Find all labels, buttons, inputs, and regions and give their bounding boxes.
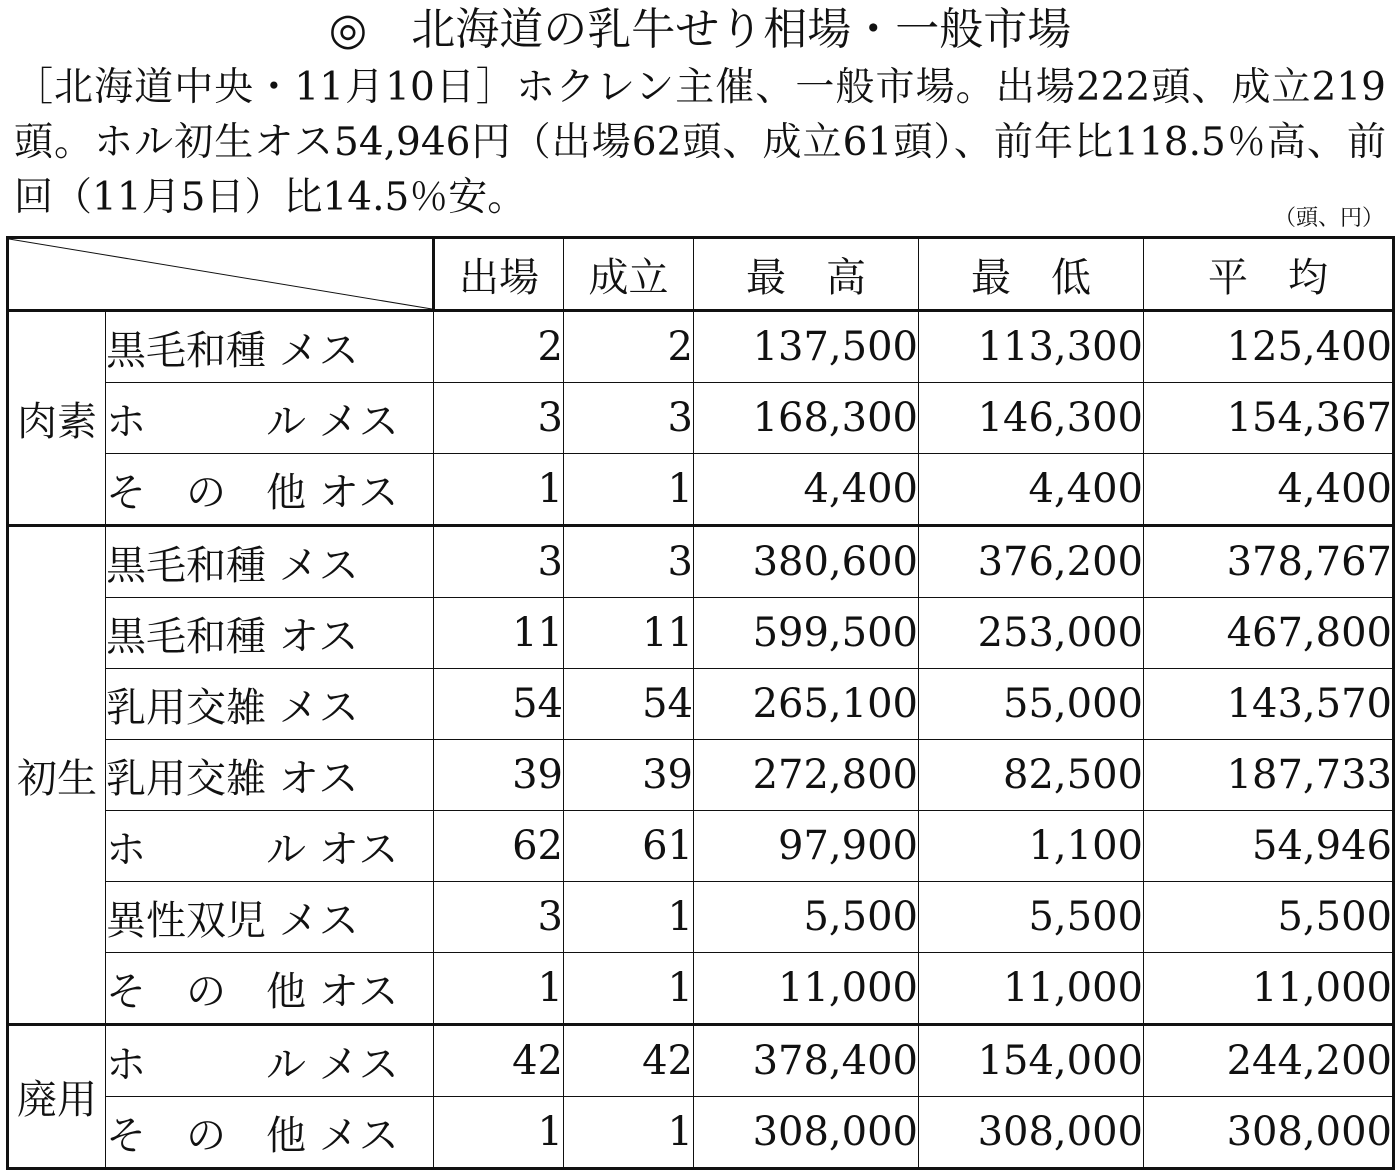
table-header-row [8, 238, 1394, 311]
cell-max: 265,100 [694, 669, 919, 740]
cell-avg: 11,000 [1144, 953, 1394, 1025]
cell-avg: 308,000 [1144, 1097, 1394, 1169]
cell-seiritsu: 61 [564, 811, 694, 882]
cell-shutsujo: 11 [434, 598, 564, 669]
cell-min: 154,000 [919, 1025, 1144, 1097]
cell-seiritsu: 1 [564, 1097, 694, 1169]
cell-shutsujo: 3 [434, 526, 564, 598]
cell-max: 599,500 [694, 598, 919, 669]
cell-avg: 378,767 [1144, 526, 1394, 598]
cell-shutsujo: 54 [434, 669, 564, 740]
cell-seiritsu: 11 [564, 598, 694, 669]
cell-min: 113,300 [919, 311, 1144, 383]
cell-avg: 467,800 [1144, 598, 1394, 669]
cell-avg: 244,200 [1144, 1025, 1394, 1097]
cell-seiritsu: 42 [564, 1025, 694, 1097]
group-label: 肉素 [8, 311, 106, 526]
cell-min: 146,300 [919, 383, 1144, 454]
cell-seiritsu: 2 [564, 311, 694, 383]
table-row [8, 598, 1394, 669]
table-row [8, 454, 1394, 526]
table-row [8, 526, 1394, 598]
cell-avg: 5,500 [1144, 882, 1394, 953]
cattle-kind: 乳用交雑 オス [106, 740, 434, 811]
cattle-kind: 異性双児 メス [106, 882, 434, 953]
cattle-kind: 黒毛和種 メス [106, 526, 434, 598]
table-row [8, 1097, 1394, 1169]
header-max: 最 高 [694, 238, 919, 311]
cell-avg: 143,570 [1144, 669, 1394, 740]
table-row [8, 383, 1394, 454]
unit-note: （頭、円） [1273, 206, 1384, 231]
header-avg: 平 均 [1144, 238, 1394, 311]
cell-min: 1,100 [919, 811, 1144, 882]
cell-min: 308,000 [919, 1097, 1144, 1169]
cell-min: 11,000 [919, 953, 1144, 1025]
table-body [8, 311, 1394, 1169]
cattle-kind: 黒毛和種 メス [106, 311, 434, 383]
cell-avg: 4,400 [1144, 454, 1394, 526]
cell-shutsujo: 3 [434, 383, 564, 454]
cell-min: 82,500 [919, 740, 1144, 811]
table-row [8, 811, 1394, 882]
cell-max: 168,300 [694, 383, 919, 454]
cell-seiritsu: 1 [564, 454, 694, 526]
cattle-kind: ホ ル オス [106, 811, 434, 882]
group-label: 廃用 [8, 1025, 106, 1169]
cell-seiritsu: 3 [564, 526, 694, 598]
cell-shutsujo: 1 [434, 953, 564, 1025]
table-row [8, 669, 1394, 740]
cattle-kind: 黒毛和種 オス [106, 598, 434, 669]
cattle-kind: ホ ル メス [106, 1025, 434, 1097]
cell-max: 272,800 [694, 740, 919, 811]
header-shutsujo: 出場 [434, 238, 564, 311]
cell-shutsujo: 62 [434, 811, 564, 882]
header-min: 最 低 [919, 238, 1144, 311]
cell-max: 137,500 [694, 311, 919, 383]
cell-seiritsu: 3 [564, 383, 694, 454]
cattle-kind: そ の 他 オス [106, 454, 434, 526]
cell-avg: 187,733 [1144, 740, 1394, 811]
cell-max: 380,600 [694, 526, 919, 598]
group-label: 初生 [8, 526, 106, 1025]
cell-shutsujo: 42 [434, 1025, 564, 1097]
cell-seiritsu: 54 [564, 669, 694, 740]
cell-avg: 125,400 [1144, 311, 1394, 383]
cell-seiritsu: 1 [564, 882, 694, 953]
cell-min: 376,200 [919, 526, 1144, 598]
cell-max: 97,900 [694, 811, 919, 882]
cell-shutsujo: 39 [434, 740, 564, 811]
table-row [8, 953, 1394, 1025]
cell-shutsujo: 1 [434, 454, 564, 526]
header-corner-cell [8, 238, 434, 311]
cell-avg: 54,946 [1144, 811, 1394, 882]
table-row [8, 1025, 1394, 1097]
cell-seiritsu: 39 [564, 740, 694, 811]
auction-price-table [6, 236, 1395, 1170]
cell-shutsujo: 1 [434, 1097, 564, 1169]
cell-min: 4,400 [919, 454, 1144, 526]
cell-max: 4,400 [694, 454, 919, 526]
cell-shutsujo: 3 [434, 882, 564, 953]
cattle-kind: そ の 他 オス [106, 953, 434, 1025]
diagonal-line [9, 239, 432, 309]
cell-avg: 154,367 [1144, 383, 1394, 454]
table-row [8, 311, 1394, 383]
table-row [8, 740, 1394, 811]
cell-seiritsu: 1 [564, 953, 694, 1025]
article-title: ◎ 北海道の乳牛せり相場・一般市場 [328, 4, 1072, 55]
cell-max: 308,000 [694, 1097, 919, 1169]
header-seiritsu: 成立 [564, 238, 694, 311]
cattle-kind: そ の 他 メス [106, 1097, 434, 1169]
cattle-kind: 乳用交雑 メス [106, 669, 434, 740]
cell-min: 5,500 [919, 882, 1144, 953]
table-row [8, 882, 1394, 953]
cell-min: 55,000 [919, 669, 1144, 740]
cell-max: 5,500 [694, 882, 919, 953]
cell-max: 378,400 [694, 1025, 919, 1097]
cell-max: 11,000 [694, 953, 919, 1025]
cell-min: 253,000 [919, 598, 1144, 669]
cell-shutsujo: 2 [434, 311, 564, 383]
article-lead: ［北海道中央・11月10日］ホクレン主催、一般市場。出場222頭、成立219頭。ホル初生オス54,946円（出場62頭、成立61頭）、前年比118.5％高、前回（11月5日）比14.5％安。 [14, 65, 1386, 220]
cattle-kind: ホ ル メス [106, 383, 434, 454]
